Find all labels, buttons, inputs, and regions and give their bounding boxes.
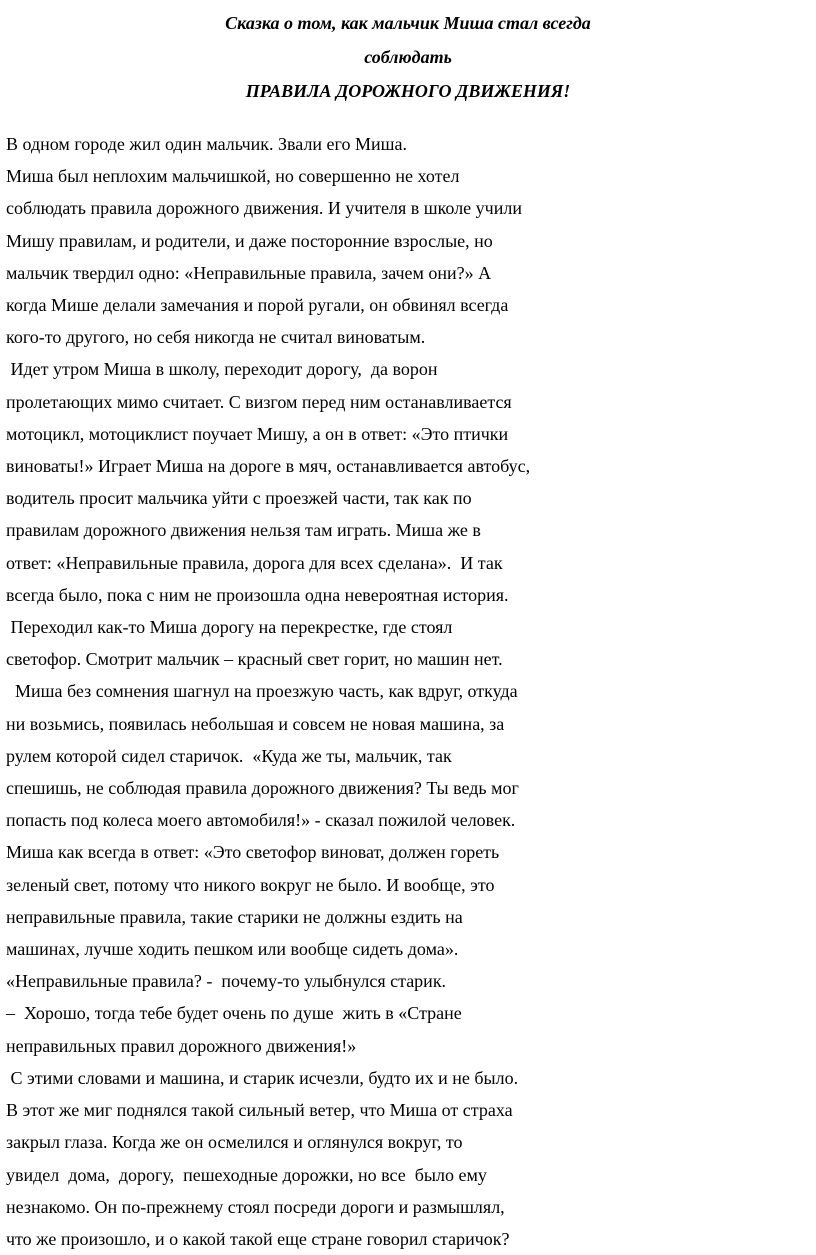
text-line: мотоцикл, мотоциклист поучает Мишу, а он в ответ: «Это птички <box>6 423 509 444</box>
text-line: всегда было, пока с ним не произошла одна невероятная история. <box>6 584 509 605</box>
text-line: В этот же миг поднялся такой сильный ветер, что Миша от страха <box>6 1100 513 1121</box>
text-line: Миша был неплохим мальчишкой, но совершенно не хотел <box>6 166 460 187</box>
text-line: С этими словами и машина, и старик исчезли, будто их и не было. <box>6 1067 519 1088</box>
text-line: пролетающих мимо считает. С визгом перед ним останавливается <box>6 391 512 412</box>
text-line: светофор. Смотрит мальчик – красный свет горит, но машин нет. <box>6 649 503 670</box>
text-line: попасть под колеса моего автомобиля!» - сказал пожилой человек. <box>6 810 516 831</box>
text-line: виноваты!» Играет Миша на дороге в мяч, останавливается автобус, <box>6 456 531 477</box>
text-line: закрыл глаза. Когда же он осмелился и оглянулся вокруг, то <box>6 1132 463 1153</box>
text-line: ни возьмись, появилась небольшая и совсем не новая машина, за <box>6 713 505 734</box>
text-line: спешишь, не соблюдая правила дорожного движения? Ты ведь мог <box>6 778 519 799</box>
text-line: машинах, лучше ходить пешком или вообще сидеть дома». <box>6 939 459 960</box>
text-line: Переходил как-то Миша дорогу на перекрестке, где стоял <box>6 617 453 638</box>
title-line-3: ПРАВИЛА ДОРОЖНОГО ДВИЖЕНИЯ! <box>245 81 571 101</box>
story-body <box>6 128 816 1255</box>
text-line: незнакомо. Он по-прежнему стоял посреди дороги и размышлял, <box>6 1196 505 1217</box>
text-line: Миша как всегда в ответ: «Это светофор виноват, должен гореть <box>6 842 500 863</box>
text-line: когда Мише делали замечания и порой ругали, он обвинял всегда <box>6 295 509 316</box>
text-line: мальчик твердил одно: «Неправильные правила, зачем они?» А <box>6 262 492 283</box>
text-line: зеленый свет, потому что никого вокруг не было. И вообще, это <box>6 874 495 895</box>
text-line: кого-то другого, но себя никогда не считал виноватым. <box>6 327 426 348</box>
title-line-2: соблюдать <box>364 47 452 67</box>
text-line: В одном городе жил один мальчик. Звали его Миша. <box>6 134 407 154</box>
text-line: неправильных правил дорожного движения!» <box>6 1035 357 1056</box>
text-line: Мишу правилам, и родители, и даже посторонние взрослые, но <box>6 230 493 251</box>
document-title <box>0 0 816 108</box>
text-line: Миша без сомнения шагнул на проезжую часть, как вдруг, откуда <box>6 681 518 702</box>
text-line: увидел дома, дорогу, пешеходные дорожки, но все было ему <box>6 1164 487 1185</box>
text-line: что же произошло, и о какой такой еще стране говорил старичок? <box>6 1228 510 1249</box>
text-line: неправильные правила, такие старики не должны ездить на <box>6 906 463 927</box>
text-line: ответ: «Неправильные правила, дорога для всех сделана». И так <box>6 552 503 573</box>
text-line: соблюдать правила дорожного движения. И учителя в школе учили <box>6 198 522 219</box>
text-line: – Хорошо, тогда тебе будет очень по душе жить в «Стране <box>6 1003 462 1024</box>
text-line: Идет утром Миша в школу, переходит дорогу, да ворон <box>6 359 438 380</box>
text-line: рулем которой сидел старичок. «Куда же ты, мальчик, так <box>6 745 452 766</box>
title-line-1: Сказка о том, как мальчик Миша стал всегда <box>225 13 591 33</box>
text-line: правилам дорожного движения нельзя там играть. Миша же в <box>6 520 481 541</box>
text-line: «Неправильные правила? - почему-то улыбнулся старик. <box>6 971 447 992</box>
text-line: водитель просит мальчика уйти с проезжей части, так как по <box>6 488 472 509</box>
